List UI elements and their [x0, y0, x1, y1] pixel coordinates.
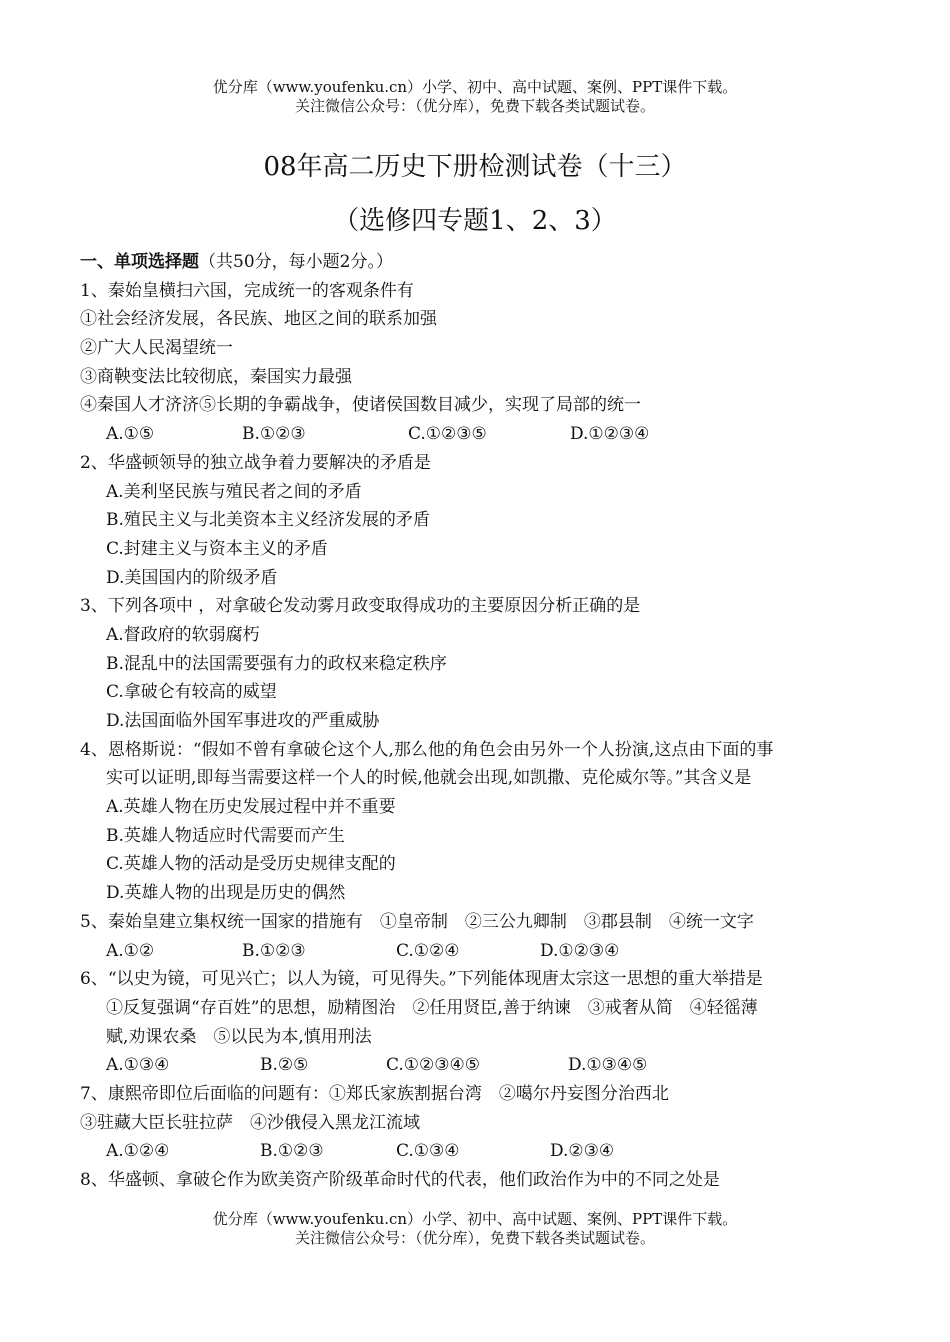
question-6-option-a: A.①③④: [106, 1055, 170, 1076]
question-5-option-a: A.①②: [106, 940, 155, 961]
question-6-option-d: D.①③④⑤: [568, 1055, 648, 1076]
question-4-stem-continued: 实可以证明,即每当需要这样一个人的时候,他就会出现,如凯撒、克伦威尔等。”其含义是: [106, 768, 752, 789]
question-7-option-c: C.①③④: [396, 1141, 460, 1162]
question-6-options: [80, 1051, 880, 1080]
question-1-options: [80, 420, 880, 449]
question-4-option-c: C.英雄人物的活动是受历史规律支配的: [106, 854, 396, 875]
footer-wechat-line: 关注微信公众号：（优分库），免费下载各类试题试卷。: [294, 1229, 655, 1247]
question-3-option-a: A.督政府的软弱腐朽: [106, 624, 260, 645]
question-1-option-b: B.①②③: [242, 424, 306, 445]
question-6-items: ①反复强调“存百姓”的思想，励精图治 ②任用贤臣,善于纳谏 ③戒奢从简 ④轻徭薄: [106, 997, 758, 1018]
question-4-option-a: A.英雄人物在历史发展过程中并不重要: [106, 797, 396, 818]
question-2-stem: 2、华盛顿领导的独立战争着力要解决的矛盾是: [80, 452, 431, 473]
question-2-option-d: D.美国国内的阶级矛盾: [106, 567, 278, 588]
question-8-stem: 8、华盛顿、拿破仑作为欧美资产阶级革命时代的代表，他们政治作为中的不同之处是: [80, 1170, 720, 1190]
question-6-items-continued: 赋,劝课农桑 ⑤以民为本,慎用刑法: [106, 1026, 372, 1047]
question-6-stem: 6、“以史为镜，可见兴亡；以人为镜，可见得失。”下列能体现唐太宗这一思想的重大举措是: [80, 969, 763, 990]
question-5-options: [80, 937, 880, 966]
question-1-option-a: A.①⑤: [106, 424, 155, 445]
question-7-option-b: B.①②③: [260, 1141, 324, 1162]
question-3-option-b: B.混乱中的法国需要强有力的政权来稳定秩序: [106, 653, 447, 674]
question-2-option-a: A.美利坚民族与殖民者之间的矛盾: [106, 481, 362, 502]
question-3-stem: 3、下列各项中 ，对拿破仑发动雾月政变取得成功的主要原因分析正确的是: [80, 596, 641, 617]
question-4-option-d: D.英雄人物的出现是历史的偶然: [106, 883, 346, 904]
question-3-option-c: C.拿破仑有较高的威望: [106, 682, 277, 703]
question-7-option-d: D.②③④: [550, 1141, 615, 1162]
question-6-option-c: C.①②③④⑤: [386, 1055, 481, 1076]
question-1-option-c: C.①②③⑤: [408, 424, 487, 445]
section-label: 一、单项选择题: [80, 252, 199, 272]
page-subtitle: （选修四专题1、2、3）: [333, 206, 617, 236]
question-7-items: ③驻藏大臣长驻拉萨 ④沙俄侵入黑龙江流域: [80, 1112, 420, 1133]
question-2-option-b: B.殖民主义与北美资本主义经济发展的矛盾: [106, 510, 430, 531]
question-1-item: ④秦国人才济济⑤长期的争霸战争，使诸侯国数目减少，实现了局部的统一: [80, 395, 641, 416]
question-4-option-b: B.英雄人物适应时代需要而产生: [106, 825, 345, 846]
question-7-stem: 7、康熙帝即位后面临的问题有：①郑氏家族割据台湾 ②噶尔丹妄图分治西北: [80, 1083, 669, 1104]
page-title: 08年高二历史下册检测试卷（十三）: [263, 152, 687, 182]
question-4-stem: 4、恩格斯说：“假如不曾有拿破仑这个人,那么他的角色会由另外一个人扮演,这点由下面的事: [80, 739, 774, 760]
question-5-option-d: D.①②③④: [540, 940, 620, 961]
question-5-stem: 5、秦始皇建立集权统一国家的措施有 ①皇帝制 ②三公九卿制 ③郡县制 ④统一文字: [80, 911, 754, 932]
question-3-option-d: D.法国面临外国军事进攻的严重威胁: [106, 711, 380, 731]
exam-body: [80, 248, 880, 1195]
question-5-option-b: B.①②③: [242, 940, 306, 961]
question-2-option-c: C.封建主义与资本主义的矛盾: [106, 538, 328, 559]
question-1-item: ③商鞅变法比较彻底，秦国实力最强: [80, 366, 352, 387]
question-1-stem: 1、秦始皇横扫六国，完成统一的客观条件有: [80, 280, 414, 301]
question-1-item: ①社会经济发展，各民族、地区之间的联系加强: [80, 309, 437, 330]
question-1-item: ②广大人民渴望统一: [80, 338, 233, 359]
header-wechat-line: 关注微信公众号：（优分库），免费下载各类试题试卷。: [294, 97, 655, 115]
question-7-option-a: A.①②④: [106, 1141, 170, 1162]
section-heading: [80, 248, 880, 277]
footer-promo-line: 优分库（www.youfenku.cn）小学、初中、高中试题、案例、PPT课件下载。: [212, 1210, 738, 1228]
question-6-option-b: B.②⑤: [260, 1055, 309, 1076]
question-7-options: [80, 1137, 880, 1166]
question-1-option-d: D.①②③④: [570, 424, 650, 445]
header-promo-line: 优分库（www.youfenku.cn）小学、初中、高中试题、案例、PPT课件下载。: [212, 78, 738, 96]
section-note: （共50分，每小题2分。）: [199, 252, 393, 272]
question-5-option-c: C.①②④: [396, 940, 460, 961]
